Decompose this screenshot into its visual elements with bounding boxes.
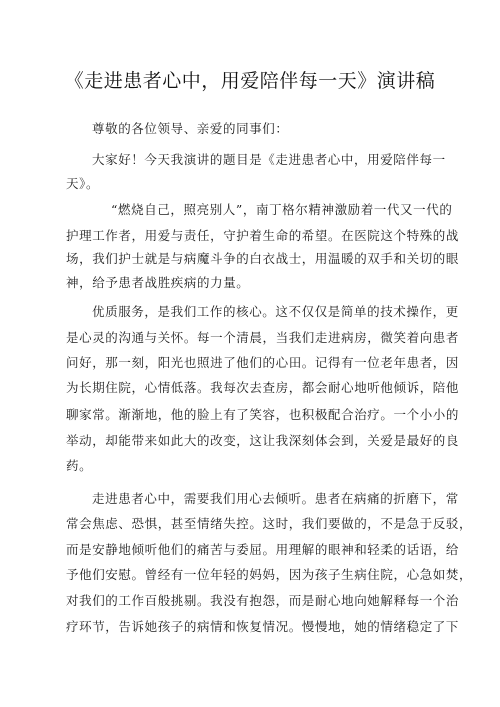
paragraph-line: 常会焦虑、恐惧，甚至情绪失控。这时，我们要做的，不是急于反驳， (66, 516, 473, 531)
paragraph-line: 走进患者心中，需要我们用心去倾听。患者在病痛的折磨下，常 (92, 491, 459, 506)
salutation-line: 尊敬的各位领导、亲爱的同事们： (92, 121, 289, 136)
paragraph-line: 神，给予患者战胜疾病的力量。 (66, 275, 250, 290)
paragraph-line: 大家好！今天我演讲的题目是《走进患者心中，用爱陪伴每一 (92, 152, 446, 167)
paragraph-line: 是心灵的沟通与关怀。每一个清晨，当我们走进病房，微笑着向患者 (66, 330, 460, 345)
paragraph-line: 场，我们护士就是与病魔斗争的白衣战士，用温暖的双手和关切的眼 (66, 251, 460, 266)
paragraph-line: 天》。 (66, 176, 100, 191)
paragraph-line: 而是安静地倾听他们的痛苦与委屈。用理解的眼神和轻柔的话语，给 (66, 542, 460, 557)
paragraph-line: 问好，那一刻，阳光也照进了他们的心田。记得有一位老年患者，因 (66, 355, 460, 370)
paragraph-line: 予他们安慰。曾经有一位年轻的妈妈，因为孩子生病住院，心急如焚， (66, 567, 473, 582)
paragraph-line: 护理工作者，用爱与责任，守护着生命的希望。在医院这个特殊的战 (66, 228, 460, 243)
paragraph-line: 对我们的工作百般挑剔。我没有抱怨，而是耐心地向她解释每一个治 (66, 593, 460, 608)
paragraph-line: “燃烧自己，照亮别人”，南丁格尔精神激励着一代又一代的 (111, 202, 453, 217)
paragraph-line: 优质服务，是我们工作的核心。这不仅仅是简单的技术操作，更 (92, 304, 459, 319)
paragraph-line: 举动，却能带来如此大的改变，这让我深刻体会到，关爱是最好的良 (66, 433, 460, 448)
paragraph-line: 疗环节，告诉她孩子的病情和恢复情况。慢慢地，她的情绪稳定了下 (66, 619, 460, 634)
paragraph-line: 为长期住院，心情低落。我每次去查房，都会耐心地听他倾诉，陪他 (66, 380, 460, 395)
paragraph-line: 聊家常。渐渐地，他的脸上有了笑容，也积极配合治疗。一个小小的 (66, 407, 460, 422)
document-title: 《走进患者心中，用爱陪伴每一天》演讲稿 (64, 70, 436, 92)
paragraph-line: 药。 (66, 458, 93, 473)
